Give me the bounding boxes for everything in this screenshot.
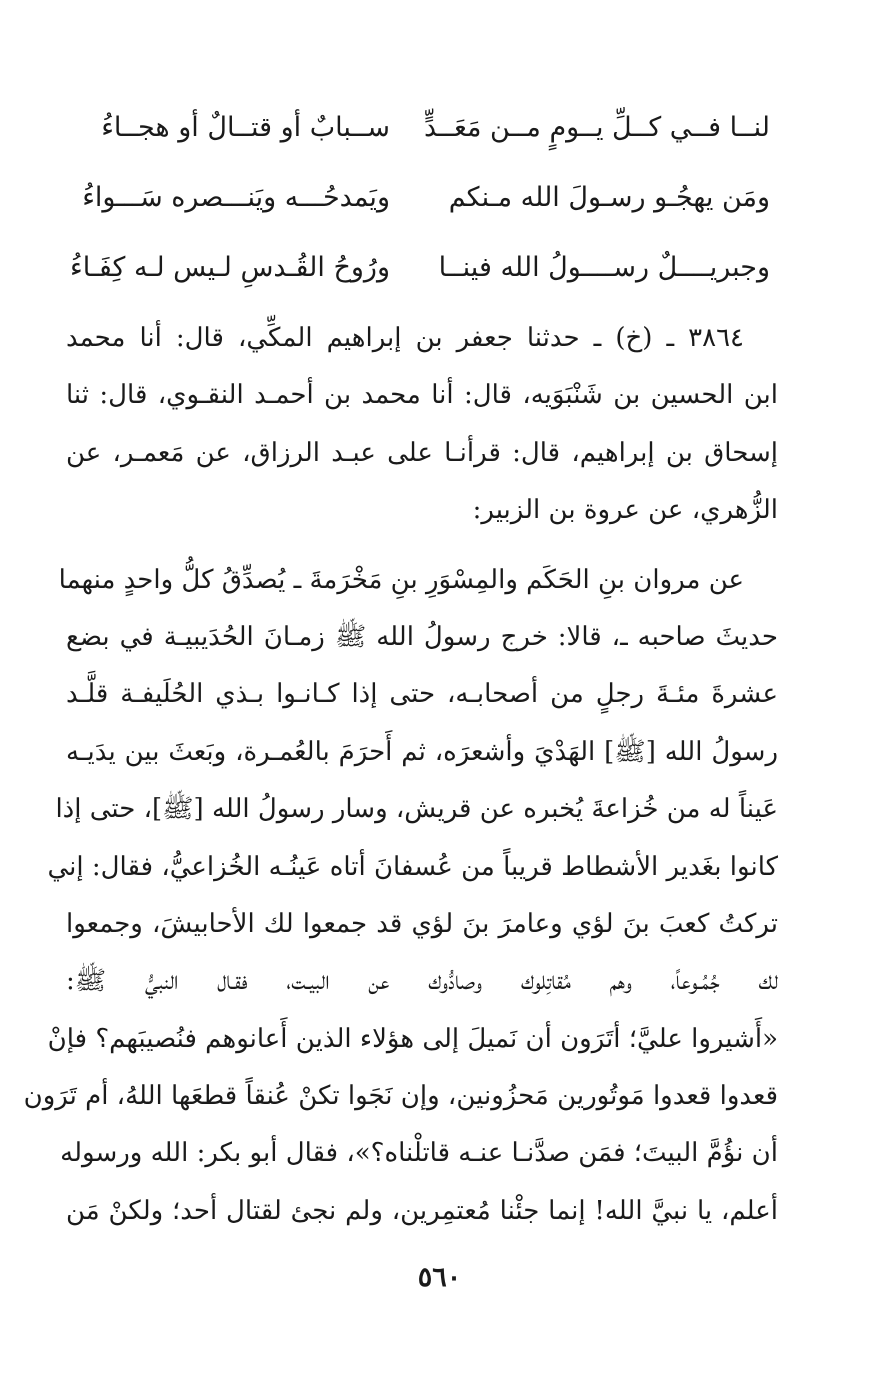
isnad-line: إسحاق بن إبراهيم، قال: قرأنـا على عبـد الرزاق، عن مَعمـر، عن <box>66 437 778 468</box>
verse-second-hemistich: ويَمدحُـــه ويَنـــصره سَـــواءُ <box>82 181 390 213</box>
verse-first-hemistich: لنــا فــي كــلِّ يــومٍ مــن مَعَــدٍّ <box>423 111 770 143</box>
poem-verses <box>70 92 770 302</box>
poem-verse-2 <box>70 162 770 232</box>
matn-line: أعلم، يا نبيَّ الله! إنما جئْنا مُعتمِرين، ولم نجئ لقتال أحد؛ ولكنْ مَن <box>66 1195 778 1226</box>
verse-second-hemistich: ورُوحُ القُـدسِ لـيس لـه كِفَـاءُ <box>70 251 390 283</box>
matn-line: حديثَ صاحبه ـ، قالا: خرج رسولُ الله ﷺ زمـانَ الحُدَيبيـة في بضع <box>66 621 778 652</box>
poem-verse-3 <box>70 232 770 302</box>
isnad-line: ٣٨٦٤ ـ (خ) ـ حدثنا جعفر بن إبراهيم المكِّي، قال: أنا محمد <box>66 323 744 353</box>
matn-line: عشرةَ مئـةَ رجلٍ من أصحابـه، حتى إذا كـانـوا بـذي الحُلَيفـة قلَّـد <box>66 679 778 710</box>
verse-second-hemistich: ســبابٌ أو قتــالٌ أو هجــاءُ <box>101 111 390 143</box>
matn-line: عَيناً له من خُزاعةَ يُخبره عن قريش، وسار رسولُ الله [ﷺ]، حتى إذا <box>55 794 778 825</box>
matn-line: عن مروان بنِ الحَكَم والمِسْوَرِ بنِ مَخْرَمةَ ـ يُصدِّقُ كلُّ واحدٍ منهما <box>58 564 744 595</box>
isnad-line: الزُّهري، عن عروة بن الزبير: <box>472 495 778 526</box>
matn-line: أن نؤُمَّ البيتَ؛ فمَن صدَّنـا عنـه قاتلْناه؟»، فقال أبو بكر: الله ورسوله <box>60 1138 778 1169</box>
matn-line: كانوا بغَدير الأشطاط قريباً من عُسفانَ أتاه عَينُـه الخُزاعيُّ، فقال: إني <box>47 851 778 882</box>
matn-line: «أَشيروا عليَّ؛ أتَرَون أن نَميلَ إلى هؤلاء الذين أَعانوهم فنُصيبَهم؟ فإنْ <box>47 1023 778 1054</box>
hadith-text <box>23 310 778 1240</box>
matn-line: لك جُمُـوعاً، وهم مُقاتِلوك وصادُّوك عن البيـت، فقـال النبيُّ ﷺ: <box>66 966 778 997</box>
poem-verse-1 <box>70 92 770 162</box>
isnad-line: ابن الحسين بن شَنْبَوَيه، قال: أنا محمد بن أحمـد النقـوي، قال: ثنا <box>66 380 778 411</box>
matn-line: قعدوا قعدوا مَوتُورين مَحزُونين، وإن نَجَوا تكنْ عُنقاً قطعَها اللهُ، أم تَرَون <box>23 1081 778 1112</box>
page-number: ٥٦٠ <box>417 1262 462 1293</box>
matn-line: تركتُ كعبَ بنَ لؤي وعامرَ بنَ لؤي قد جمعوا لك الأحابيشَ، وجمعوا <box>66 908 778 939</box>
paragraph-gap <box>66 540 778 552</box>
verse-first-hemistich: ومَن يهجُـو رسـولَ الله مـنكم <box>448 181 770 213</box>
verse-first-hemistich: وجبريــــلٌ رســــولُ الله فينــا <box>438 251 770 283</box>
matn-line: رسولُ الله [ﷺ] الهَدْيَ وأشعرَه، ثم أَحرَمَ بالعُمـرة، وبَعثَ بين يدَيـه <box>66 736 778 767</box>
